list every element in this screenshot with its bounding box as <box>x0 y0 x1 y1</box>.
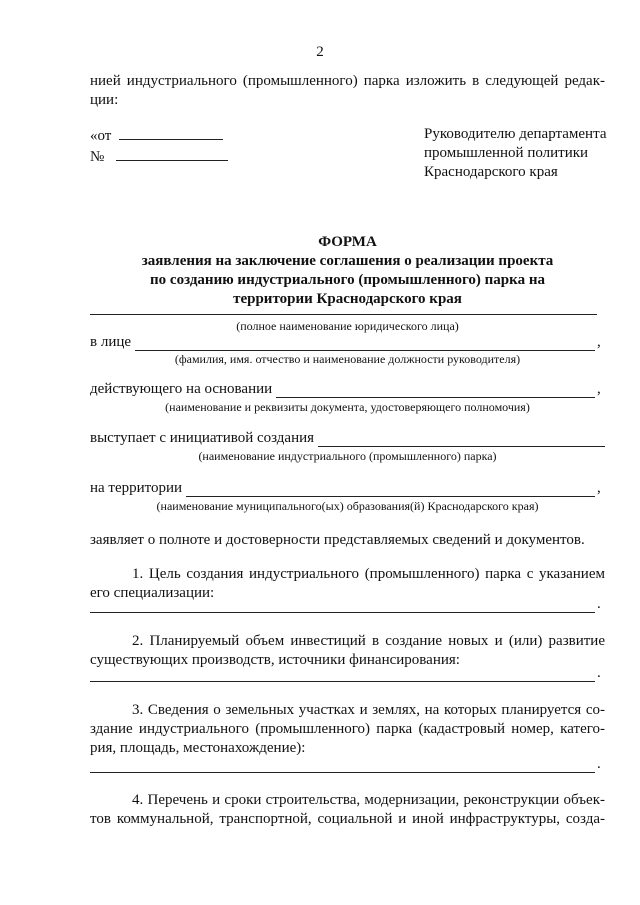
item-3-line-3: рия, площадь, местонахождение): <box>90 740 306 756</box>
item-2-line-2: существующих производств, источники финансирования: <box>90 652 460 668</box>
date-blank-line <box>119 125 223 140</box>
date-row <box>90 125 228 146</box>
represented-tail: , <box>597 334 601 350</box>
item-2-line-1: 2. Планируемый объем инвестиций в создание новых и (или) развитие <box>132 633 605 649</box>
basis-label: действующего на основании <box>90 381 273 397</box>
represented-line[interactable] <box>135 336 595 351</box>
territory-line[interactable] <box>186 482 595 497</box>
item-1-line-2: его специализации: <box>90 585 215 601</box>
initiative-caption: (наименование индустриального (промышленного) парка) <box>198 449 497 463</box>
basis-tail: , <box>597 381 601 397</box>
territory-label: на территории <box>90 480 183 496</box>
document-date-number-block <box>90 125 228 167</box>
initiative-row <box>90 429 605 447</box>
item-1-answer-line[interactable] <box>90 598 595 613</box>
item-4-line-1: 4. Перечень и сроки строительства, модернизации, реконструкции объек- <box>132 792 605 808</box>
represented-by-row <box>90 333 605 351</box>
item-2-answer-row <box>90 664 605 682</box>
item-2-answer-line[interactable] <box>90 667 595 682</box>
item-3 <box>90 701 605 758</box>
page-number: 2 <box>316 44 324 60</box>
item-3-tail: . <box>597 756 601 772</box>
item-1-line-1: 1. Цель создания индустриального (промышленного) парка с указанием <box>132 566 605 582</box>
intro-paragraph <box>90 72 605 110</box>
initiative-line[interactable] <box>318 432 605 447</box>
form-title-line-3: территории Краснодарского края <box>233 291 462 307</box>
addressee-line-1: Руководителю департамента <box>424 126 607 142</box>
number-blank-line <box>116 146 228 161</box>
form-heading: ФОРМА <box>318 234 377 250</box>
item-3-answer-line[interactable] <box>90 758 595 773</box>
from-label: «от <box>90 128 112 144</box>
form-title-line-2: по созданию индустриального (промышленного) парка на <box>150 272 545 288</box>
intro-line-1: нией индустриального (промышленного) парка изложить в следующей редак- <box>90 73 605 89</box>
declaration-text: заявляет о полноте и достоверности представляемых сведений и документов. <box>90 532 585 548</box>
basis-line[interactable] <box>276 383 595 398</box>
item-1-tail: . <box>597 596 601 612</box>
number-row <box>90 146 228 167</box>
initiative-label: выступает с инициативой создания <box>90 430 315 446</box>
legal-entity-caption: (полное наименование юридического лица) <box>236 319 459 333</box>
item-3-line-1: 3. Сведения о земельных участках и землях, на которых планируется со- <box>132 702 605 718</box>
item-1-answer-row <box>90 595 605 613</box>
form-title-line-1: заявления на заключение соглашения о реализации проекта <box>141 253 554 269</box>
represented-caption: (фамилия, имя. отчество и наименование должности руководителя) <box>174 352 521 366</box>
basis-row <box>90 380 605 398</box>
territory-tail: , <box>597 480 601 496</box>
item-2-tail: . <box>597 665 601 681</box>
intro-line-2: ции: <box>90 92 119 108</box>
territory-caption: (наименование муниципального(ых) образования(й) Краснодарского края) <box>156 499 539 513</box>
addressee-line-2: промышленной политики <box>424 145 589 161</box>
number-label: № <box>90 149 105 165</box>
item-3-line-2: здание индустриального (промышленного) парка (кадастровый номер, катего- <box>90 721 605 737</box>
territory-row <box>90 479 605 497</box>
addressee-line-3: Краснодарского края <box>424 164 558 180</box>
item-4-line-2: тов коммунальной, транспортной, социальной и иной инфраструктуры, созда- <box>90 811 605 827</box>
represented-label: в лице <box>90 334 132 350</box>
legal-entity-line[interactable] <box>90 314 597 315</box>
item-4 <box>90 791 605 829</box>
addressee-block <box>424 125 614 182</box>
item-3-answer-row <box>90 755 605 773</box>
basis-caption: (наименование и реквизиты документа, удостоверяющего полномочия) <box>165 400 530 414</box>
form-title <box>90 233 605 309</box>
